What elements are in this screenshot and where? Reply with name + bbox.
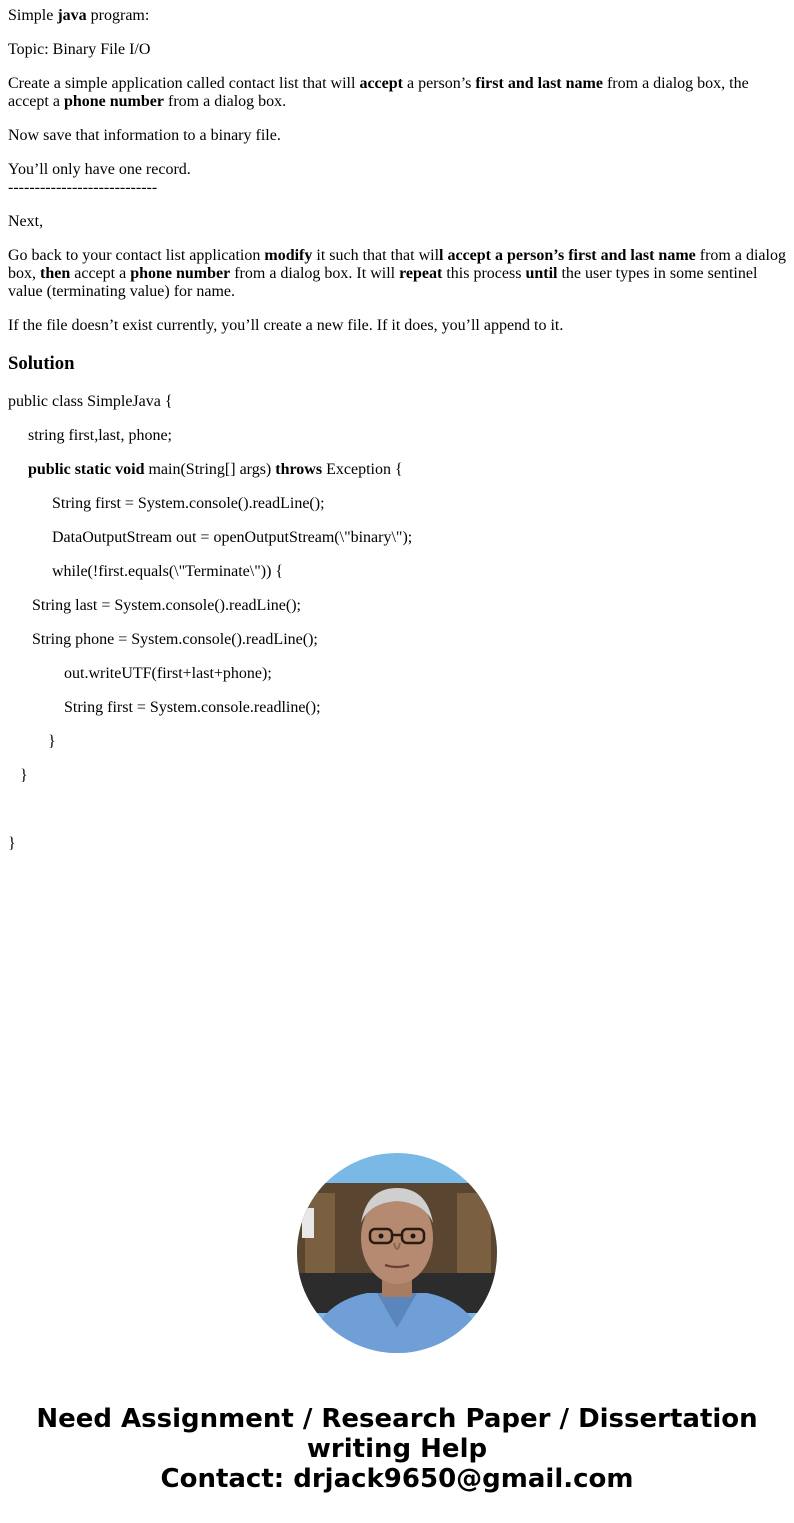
code-line: out.writeUTF(first+last+phone); bbox=[64, 665, 272, 682]
topic-line: Topic: Binary File I/O bbox=[8, 41, 151, 58]
text: Simple bbox=[8, 7, 58, 24]
paragraph-4 bbox=[8, 247, 788, 301]
code-line: } bbox=[48, 733, 56, 750]
text: it such that that wil bbox=[312, 247, 440, 264]
text: from a dialog box, the accept a bbox=[8, 75, 749, 110]
text: a person’s bbox=[402, 75, 476, 92]
text: from a dialog box, bbox=[8, 247, 786, 282]
code-line: while(!first.equals(\"Terminate\")) { bbox=[52, 563, 284, 580]
bold-text: l accept a person’s first and last name bbox=[439, 247, 696, 264]
tutor-photo bbox=[297, 1153, 497, 1353]
text: You’ll only have one record. bbox=[8, 161, 191, 178]
keyword: public static void bbox=[28, 461, 145, 478]
text: Exception { bbox=[322, 461, 403, 478]
code-line: String phone = System.console().readLine(); bbox=[32, 631, 318, 648]
text: accept a bbox=[70, 265, 131, 282]
bold-text: java bbox=[57, 7, 87, 24]
divider: ---------------------------- bbox=[8, 179, 158, 196]
bold-text: accept bbox=[359, 75, 403, 92]
text: program: bbox=[86, 7, 150, 24]
bold-text: phone number bbox=[63, 93, 164, 110]
question-content bbox=[8, 0, 788, 869]
tutor-avatar bbox=[297, 1153, 497, 1353]
code-line bbox=[8, 461, 788, 479]
code-line: public class SimpleJava { bbox=[8, 393, 173, 410]
help-line: Need Assignment / Research Paper / Dissertation bbox=[36, 1404, 758, 1434]
bold-text: modify bbox=[264, 247, 313, 264]
text: Go back to your contact list application bbox=[8, 247, 265, 264]
bold-text: phone number bbox=[130, 265, 231, 282]
paragraph-2: Now save that information to a binary file. bbox=[8, 127, 281, 144]
help-line: writing Help bbox=[306, 1434, 488, 1464]
bold-text: then bbox=[40, 265, 71, 282]
text: from a dialog box. It will bbox=[230, 265, 400, 282]
code-line: string first,last, phone; bbox=[28, 427, 172, 444]
text: from a dialog box. bbox=[163, 93, 287, 110]
title-line bbox=[8, 7, 788, 25]
code-line: DataOutputStream out = openOutputStream(\"binary\"); bbox=[52, 529, 413, 546]
solution-code bbox=[8, 393, 788, 853]
paragraph-1 bbox=[8, 75, 788, 111]
text: the user types in some sentinel value (terminating value) for name. bbox=[8, 265, 758, 300]
text: Create a simple application called contact list that will bbox=[8, 75, 360, 92]
code-line: String first = System.console.readline(); bbox=[64, 699, 321, 716]
next-line: Next, bbox=[8, 213, 44, 230]
code-line: String last = System.console().readLine(); bbox=[32, 597, 301, 614]
text: this process bbox=[442, 265, 526, 282]
code-line: } bbox=[20, 767, 28, 784]
solution-heading: Solution bbox=[8, 353, 75, 374]
paragraph-3 bbox=[8, 161, 788, 197]
code-line: String first = System.console().readLine(); bbox=[52, 495, 325, 512]
bold-text: first and last name bbox=[475, 75, 603, 92]
bold-text: repeat bbox=[399, 265, 443, 282]
bold-text: until bbox=[525, 265, 558, 282]
text: main(String[] args) bbox=[144, 461, 276, 478]
code-line: } bbox=[8, 835, 16, 852]
keyword: throws bbox=[275, 461, 323, 478]
help-banner bbox=[0, 1404, 794, 1494]
spacer bbox=[8, 801, 788, 819]
paragraph-5: If the file doesn’t exist currently, you’ll create a new file. If it does, you’ll append to it. bbox=[8, 317, 564, 334]
contact-line: Contact: drjack9650@gmail.com bbox=[160, 1464, 634, 1494]
